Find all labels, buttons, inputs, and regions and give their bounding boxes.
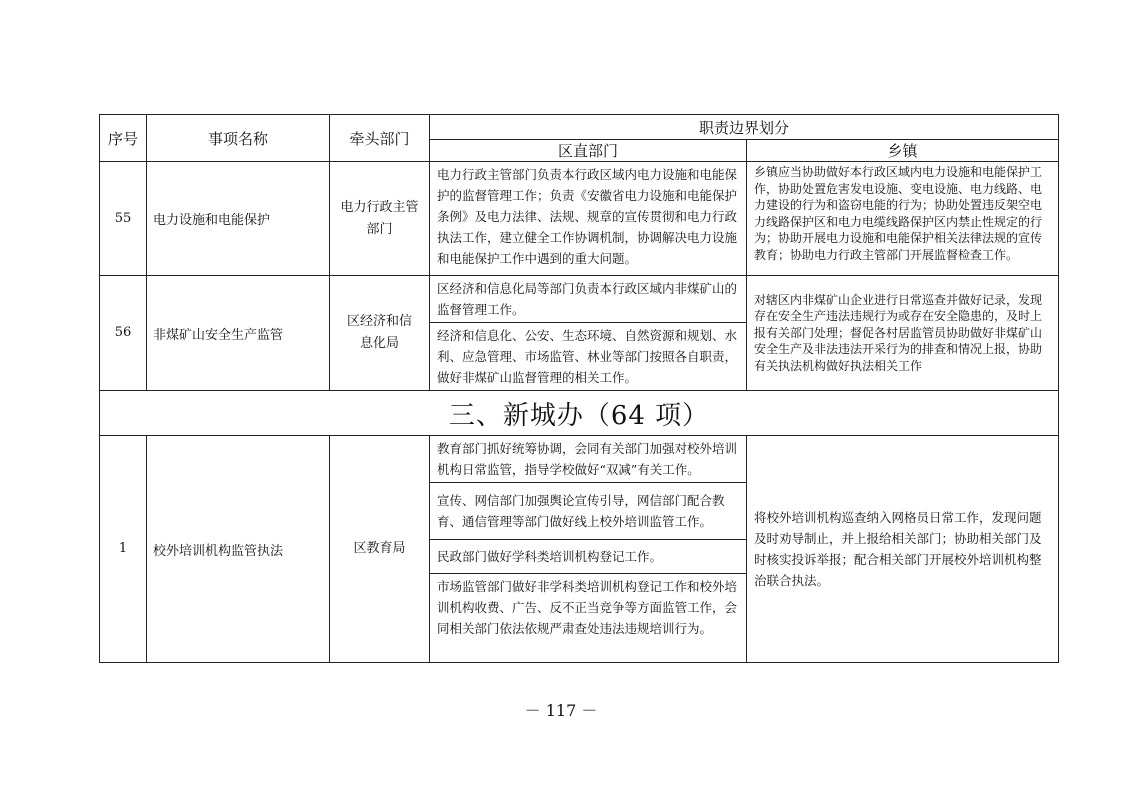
row-item-name: 电力设施和电能保护 xyxy=(147,162,330,276)
table-row xyxy=(100,436,1059,483)
header-item-name: 事项名称 xyxy=(147,115,330,162)
row-district-duty: 宣传、网信部门加强舆论宣传引导，网信部门配合教育、通信管理等部门做好线上校外培训监管工作。 xyxy=(430,483,747,540)
section-row xyxy=(100,391,1059,436)
row-township-duty: 对辖区内非煤矿山企业进行日常巡查并做好记录，发现存在安全生产违法违规行为或存在安全隐患的，及时上报有关部门处理；督促各村居监管员协助做好非煤矿山安全生产及非法违法开采行为的排查和情况上报，协助有关执法机构做好执法相关工作 xyxy=(747,276,1059,391)
page-number: － 117 － xyxy=(524,701,598,720)
row-item-name: 校外培训机构监管执法 xyxy=(147,436,330,663)
row-item-name: 非煤矿山安全生产监管 xyxy=(147,276,330,391)
header-district-dept: 区直部门 xyxy=(430,140,747,162)
row-seq: 1 xyxy=(100,436,147,663)
row-district-duty: 区经济和信息化局等部门负责本行政区域内非煤矿山的监督管理工作。 xyxy=(430,276,747,323)
row-township-duty: 乡镇应当协助做好本行政区域内电力设施和电能保护工作，协助处置危害发电设施、变电设施、电力线路、电力建设的行为和盗窃电能的行为；协助处置违反架空电力线路保护区和电力电缆线路保护区内禁止性规定的行为；协助开展电力设施和电能保护相关法律法规的宣传教育；协助电力行政主管部门开展监督检查工作。 xyxy=(747,162,1059,276)
table-row xyxy=(100,162,1059,276)
row-district-duty: 教育部门抓好统筹协调，会同有关部门加强对校外培训机构日常监管，指导学校做好“双减”有关工作。 xyxy=(430,436,747,483)
row-lead-dept: 区教育局 xyxy=(330,436,430,663)
row-district-duty: 电力行政主管部门负责本行政区域内电力设施和电能保护的监督管理工作；负责《安徽省电力设施和电能保护条例》及电力法律、法规、规章的宣传贯彻和电力行政执法工作，建立健全工作协调机制，协调解决电力设施和电能保护工作中遇到的重大问题。 xyxy=(430,162,747,276)
row-township-duty: 将校外培训机构巡查纳入网格员日常工作，发现问题及时劝导制止，并上报给相关部门；协助相关部门及时核实投诉举报；配合相关部门开展校外培训机构整治联合执法。 xyxy=(747,436,1059,663)
responsibility-table xyxy=(99,114,1059,663)
header-lead-dept: 牵头部门 xyxy=(330,115,430,162)
header-township: 乡镇 xyxy=(747,140,1059,162)
row-district-duty: 经济和信息化、公安、生态环境、自然资源和规划、水利、应急管理、市场监管、林业等部门按照各自职责，做好非煤矿山监督管理的相关工作。 xyxy=(430,323,747,391)
row-district-duty: 民政部门做好学科类培训机构登记工作。 xyxy=(430,540,747,574)
table-row xyxy=(100,276,1059,323)
header-boundary: 职责边界划分 xyxy=(430,115,1059,140)
row-district-duty: 市场监管部门做好非学科类培训机构登记工作和校外培训机构收费、广告、反不正当竞争等方面监管工作，会同相关部门依法依规严肃查处违法违规培训行为。 xyxy=(430,574,747,663)
row-lead-dept: 区经济和信息化局 xyxy=(330,276,430,391)
row-lead-dept: 电力行政主管部门 xyxy=(330,162,430,276)
header-row xyxy=(100,115,1059,140)
section-title: 三、新城办（64 项） xyxy=(100,391,1059,436)
header-seq: 序号 xyxy=(100,115,147,162)
row-seq: 55 xyxy=(100,162,147,276)
row-seq: 56 xyxy=(100,276,147,391)
